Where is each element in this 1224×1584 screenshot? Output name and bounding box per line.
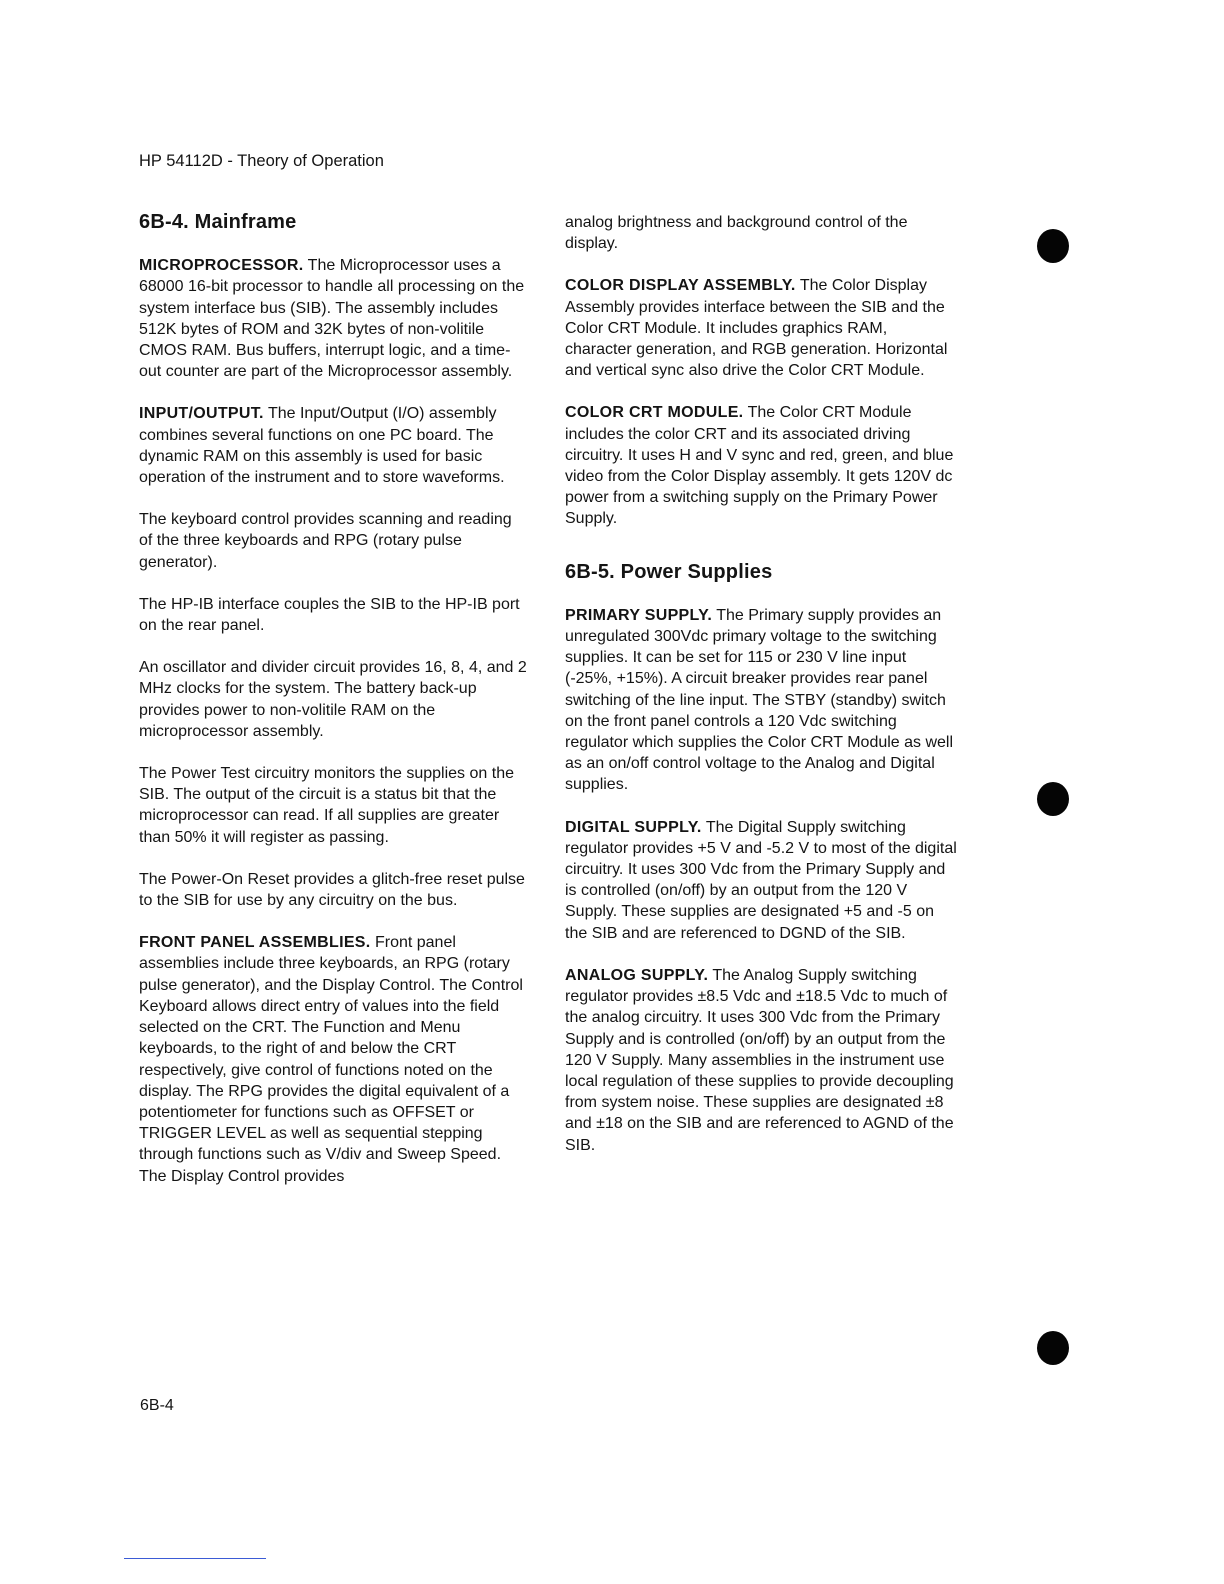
- paragraph-body: The Color CRT Module includes the color CRT and its associated driving circuitry. It uses H and V sync and red, green, and blue video from the Color Display assembly. It gets 120V dc power from a switching supply on the Primary Power Supply.: [565, 404, 954, 528]
- running-header: HP 54112D - Theory of Operation: [139, 152, 384, 170]
- lead-in-primary-supply: PRIMARY SUPPLY.: [565, 606, 713, 624]
- section-title-mainframe: 6B-4. Mainframe: [139, 211, 297, 233]
- paragraph-hpib-interface: The HP-IB interface couples the SIB to the HP-IB port on the rear panel.: [139, 595, 520, 635]
- paragraph-body: The Analog Supply switching regulator provides ±8.5 Vdc and ±18.5 Vdc to much of the analog circuitry. It uses 300 Vdc from the Primary Supply and is controlled (on/off) by an output from the 120 V Supply. Many assemblies in the instrument use local regulation of these supplies to provide decoupling from system noise. These supplies are designated ±8 and ±18 on the SIB and are referenced to AGND of the SIB.: [565, 966, 954, 1154]
- lead-in-digital-supply: DIGITAL SUPPLY.: [565, 818, 702, 836]
- paragraph-body: Front panel assemblies include three keyboards, an RPG (rotary pulse generator), and the Display Control. The Control Keyboard allows direct entry of values into the field selected on the CRT. The Function and Menu keyboards, to the right of and below the CRT respectively, give control of functions noted on the display. The RPG provides the digital equivalent of a potentiometer for functions such as OFFSET or TRIGGER LEVEL as well as sequential stepping through functions such as V/div and Sweep Speed. The Display Control provides: [139, 934, 523, 1185]
- paragraph-color-crt: [565, 402, 957, 529]
- paragraph-microprocessor: [139, 255, 529, 382]
- binder-hole-top: [1037, 229, 1069, 263]
- paragraph-input-output: [139, 403, 529, 488]
- right-column: [565, 212, 957, 1177]
- paragraph-power-on-reset: The Power-On Reset provides a glitch-free reset pulse to the SIB for use by any circuitry on the bus.: [139, 870, 525, 910]
- lead-in-microprocessor: MICROPROCESSOR.: [139, 257, 304, 275]
- lead-in-front-panel: FRONT PANEL ASSEMBLIES.: [139, 934, 371, 952]
- paragraph-power-test: The Power Test circuitry monitors the supplies on the SIB. The output of the circuit is a status bit that the microprocessor can read. If all supplies are greater than 50% it will register as passing.: [139, 765, 514, 846]
- paragraph-analog-supply: [565, 965, 957, 1156]
- paragraph-color-display: [565, 275, 957, 381]
- left-column: [139, 212, 529, 1208]
- paragraph-front-panel: [139, 932, 529, 1186]
- paragraph-keyboard-control: The keyboard control provides scanning and reading of the three keyboards and RPG (rotary pulse generator).: [139, 511, 512, 571]
- lead-in-input-output: INPUT/OUTPUT.: [139, 405, 264, 423]
- paragraph-body: The Digital Supply switching regulator provides +5 V and -5.2 V to most of the digital circuitry. It uses 300 Vdc from the Primary Supply and is controlled (on/off) by an output from the 120 V Supply. These supplies are designated +5 and -5 on the SIB and are referenced to DGND of the SIB.: [565, 818, 957, 942]
- paragraph-digital-supply: [565, 817, 957, 944]
- paragraph-body: The Input/Output (I/O) assembly combines several functions on one PC board. The dynamic RAM on this assembly is used for basic operation of the instrument and to store waveforms.: [139, 405, 505, 487]
- page-number: 6B-4: [140, 1397, 174, 1414]
- binder-hole-bottom: [1037, 1331, 1069, 1365]
- paragraph-display-control-cont: analog brightness and background control of the display.: [565, 214, 908, 253]
- lead-in-color-display: COLOR DISPLAY ASSEMBLY.: [565, 277, 796, 295]
- paragraph-body: The Primary supply provides an unregulated 300Vdc primary voltage to the switching supplies. It can be set for 115 or 230 V line input (-25%, +15%). A circuit breaker provides rear panel switching of the line input. The STBY (standby) switch on the front panel controls a 120 Vdc switching regulator which supplies the Color CRT Module as well as an on/off control voltage to the Analog and Digital supplies.: [565, 606, 954, 794]
- paragraph-body: The Color Display Assembly provides interface between the SIB and the Color CRT Module. It includes graphics RAM, character generation, and RGB generation. Horizontal and vertical sync also drive the Color CRT Module.: [565, 277, 948, 380]
- scan-artifact-line: [124, 1558, 266, 1559]
- lead-in-color-crt: COLOR CRT MODULE.: [565, 404, 744, 422]
- paragraph-primary-supply: [565, 605, 957, 796]
- paragraph-oscillator: An oscillator and divider circuit provides 16, 8, 4, and 2 MHz clocks for the system. The battery back-up provides power to non-volitile RAM on the microprocessor assembly.: [139, 659, 527, 740]
- lead-in-analog-supply: ANALOG SUPPLY.: [565, 966, 709, 984]
- binder-hole-middle: [1037, 782, 1069, 816]
- paragraph-body: The Microprocessor uses a 68000 16-bit processor to handle all processing on the system interface bus (SIB). The assembly includes 512K bytes of ROM and 32K bytes of non-volitile CMOS RAM. Bus buffers, interrupt logic, and a time-out counter are part of the Microprocessor assembly.: [139, 257, 525, 381]
- section-title-power-supplies: 6B-5. Power Supplies: [565, 560, 773, 583]
